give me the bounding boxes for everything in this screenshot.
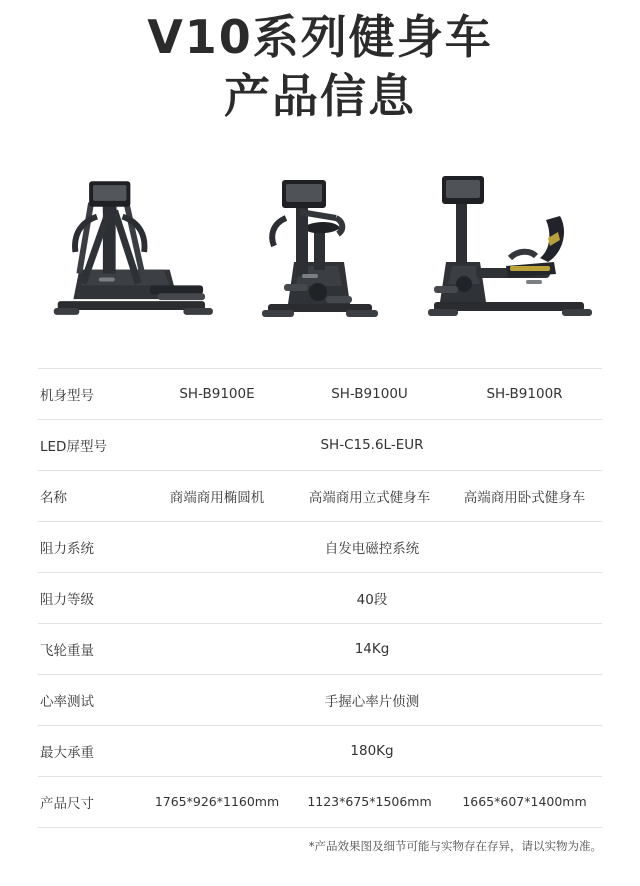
- table-row: [38, 419, 602, 470]
- row-value-span: 180Kg: [142, 725, 602, 776]
- spec-table: [38, 368, 602, 828]
- title-line-2: 产品信息: [224, 68, 416, 123]
- table-row: [38, 623, 602, 674]
- row-value-span: 自发电磁控系统: [142, 521, 602, 572]
- row-label: 名称: [38, 470, 142, 521]
- row-label: 产品尺寸: [38, 776, 142, 827]
- recumbent-bike-icon: [414, 166, 599, 336]
- row-value-3: 1665*607*1400mm: [447, 776, 602, 827]
- row-value-span: 40段: [142, 572, 602, 623]
- row-label: 最大承重: [38, 725, 142, 776]
- table-row: [38, 725, 602, 776]
- table-row: [38, 776, 602, 827]
- row-label: 心率测试: [38, 674, 142, 725]
- product-image-recumbent-bike: [413, 156, 600, 336]
- product-image-elliptical: [40, 156, 227, 336]
- row-value-2: 1123*675*1506mm: [292, 776, 447, 827]
- table-row: [38, 674, 602, 725]
- row-value-1: SH-B9100E: [142, 368, 292, 419]
- row-value-2: SH-B9100U: [292, 368, 447, 419]
- row-value-2: 高端商用立式健身车: [292, 470, 447, 521]
- product-image-row: [0, 126, 640, 336]
- row-value-3: 高端商用卧式健身车: [447, 470, 602, 521]
- row-value-span: 手握心率片侦测: [142, 674, 602, 725]
- row-value-span: SH-C15.6L-EUR: [142, 419, 602, 470]
- table-row: [38, 572, 602, 623]
- row-label: 阻力系统: [38, 521, 142, 572]
- page-title: [0, 0, 640, 126]
- row-label: 机身型号: [38, 368, 142, 419]
- title-line-1: V10系列健身车: [147, 10, 493, 64]
- row-value-1: 商端商用椭圆机: [142, 470, 292, 521]
- product-image-upright-bike: [227, 156, 414, 336]
- row-value-3: SH-B9100R: [447, 368, 602, 419]
- table-row: [38, 521, 602, 572]
- upright-bike-icon: [240, 166, 400, 336]
- elliptical-machine-icon: [40, 166, 227, 336]
- row-label: 阻力等级: [38, 572, 142, 623]
- table-row: [38, 470, 602, 521]
- footnote: *产品效果图及细节可能与实物存在存异，请以实物为准。: [308, 838, 602, 853]
- row-label: LED屏型号: [38, 419, 142, 470]
- row-value-1: 1765*926*1160mm: [142, 776, 292, 827]
- row-value-span: 14Kg: [142, 623, 602, 674]
- table-row: [38, 368, 602, 419]
- row-label: 飞轮重量: [38, 623, 142, 674]
